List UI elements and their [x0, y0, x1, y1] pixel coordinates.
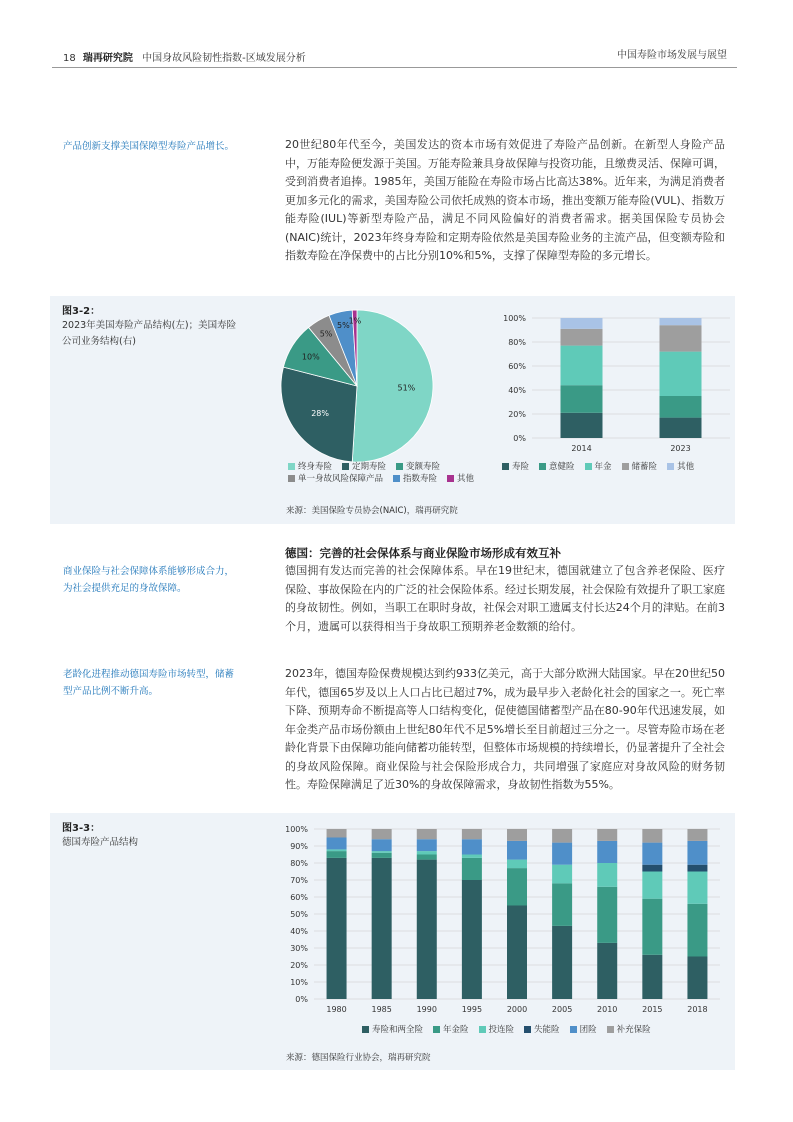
- bar-segment: [642, 872, 662, 899]
- legend-swatch: [622, 463, 629, 470]
- report-title: 中国身故风险韧性指数-区域发展分析: [142, 53, 306, 64]
- brand-name: 瑞再研究院: [82, 53, 133, 64]
- legend-item: [288, 472, 383, 484]
- bar-segment: [660, 418, 702, 438]
- y-tick-label: 40%: [290, 927, 308, 936]
- bar-segment: [597, 887, 617, 943]
- bar-segment: [507, 868, 527, 905]
- y-tick-label: 60%: [290, 893, 308, 902]
- legend-item: [288, 460, 332, 472]
- legend-item: [502, 460, 529, 472]
- legend-label: 变额寿险: [406, 462, 441, 472]
- bar-segment: [642, 843, 662, 865]
- page-number: 18: [63, 53, 76, 64]
- y-tick-label: 30%: [290, 944, 308, 953]
- x-tick-label: 2014: [571, 444, 592, 453]
- legend-item: [396, 460, 440, 472]
- legend-swatch: [393, 475, 400, 482]
- section-title: 中国寿险市场发展与展望: [617, 50, 727, 61]
- y-tick-label: 10%: [290, 978, 308, 987]
- legend-item: [585, 460, 612, 472]
- bar-segment: [642, 899, 662, 955]
- x-tick-label: 1980: [326, 1005, 347, 1014]
- us-pie-chart: [275, 300, 475, 468]
- legend-swatch: [607, 1026, 614, 1033]
- legend-label: 其他: [677, 462, 695, 472]
- germany-product-structure-chart: [278, 819, 728, 1019]
- bar-segment: [372, 858, 392, 999]
- legend-swatch: [479, 1026, 486, 1033]
- bar-segment: [687, 829, 707, 841]
- paragraph-us-market: 20世纪80年代至今，美国发达的资本市场有效促进了寿险产品创新。在新型人身险产品中，万能寿险便发源于美国。万能寿险兼具身故保障与投资功能，且缴费灵活、保障可调，受到消费者追捧。1985年，美国万能险在寿险市场占比高达38%。近年来，为满足消费者更加多元化的需求，美国寿险公司依托成熟的资本市场，推出变额万能寿险(VUL)、指数万能寿险(IUL)等新型寿险产品，满足不同风险偏好的消费者需求。据美国保险专员协会(NAIC)统计，2023年终身寿险和定期寿险依然是美国寿险业务的主流产品，但变额寿险和指数寿险在净保费中的占比分别10%和5%，支撑了保障型寿险的多元增长。: [285, 138, 725, 262]
- bar-segment: [561, 385, 603, 413]
- side-note-us-products: 产品创新支撑美国保障型寿险产品增长。: [63, 141, 235, 152]
- bar-segment: [327, 849, 347, 851]
- figure-label: 图3-3：: [62, 823, 101, 834]
- bar-segment: [597, 829, 617, 841]
- pie-data-label: 5%: [319, 329, 333, 339]
- bar-segment: [660, 352, 702, 396]
- legend-item: [342, 460, 386, 472]
- x-tick-label: 1990: [416, 1005, 437, 1014]
- bar-segment: [462, 839, 482, 854]
- bar-segment: [642, 829, 662, 843]
- legend-label: 终身寿险: [298, 462, 333, 472]
- bar-segment: [687, 841, 707, 865]
- bar-segment: [561, 413, 603, 438]
- bar-segment: [660, 318, 702, 325]
- y-tick-label: 20%: [290, 961, 308, 970]
- pie-data-label: 51%: [397, 383, 416, 393]
- y-tick-label: 80%: [508, 338, 526, 347]
- bar-segment: [687, 865, 707, 872]
- figure-description: 德国寿险产品结构: [62, 837, 139, 848]
- bar-segment: [462, 855, 482, 858]
- bar-segment: [417, 829, 437, 839]
- legend-label: 补充保险: [616, 1025, 651, 1035]
- legend-label: 定期寿险: [352, 462, 387, 472]
- x-tick-label: 2005: [551, 1005, 573, 1014]
- side-note-social-security: 商业保险与社会保障体系能够形成合力，为社会提供充足的身故保障。: [63, 566, 235, 594]
- y-tick-label: 90%: [290, 842, 308, 851]
- paragraph-germany-market: 2023年，德国寿险保费规模达到约933亿美元，高于大部分欧洲大陆国家。早在20世纪50年代，德国65岁及以上人口占比已超过7%，成为最早步入老龄化社会的国家之一。死亡率下降、预期寿命不断提高等人口结构变化，促使德国储蓄型产品在80-90年代迅速发展，如年金类产品市场份额由上世纪80年代不足5%增长至目前超过三分之一。尽管寿险市场在老龄化背景下由保障功能向储蓄功能转型，但整体市场规模的持续增长，仍显著提升了全社会的身故风险保障。商业保险与社会保险形成合力，共同增强了家庭应对身故风险的财务韧性。寿险保障满足了近30%的身故保障需求，身故韧性指数为55%。: [285, 667, 725, 791]
- bar-segment: [417, 860, 437, 999]
- figure-source: 来源：德国保险行业协会，瑞再研究院: [286, 1053, 431, 1063]
- bar-segment: [327, 829, 347, 838]
- y-tick-label: 60%: [508, 362, 526, 371]
- bar-segment: [507, 860, 527, 869]
- x-tick-label: 2023: [670, 444, 691, 453]
- page-header-left: [63, 49, 306, 64]
- pie-legend: [288, 460, 508, 484]
- bar-segment: [687, 872, 707, 904]
- legend-label: 意健险: [549, 462, 575, 472]
- legend-label: 年金: [594, 462, 612, 472]
- legend-label: 寿险和两全险: [372, 1025, 424, 1035]
- legend-label: 团险: [579, 1025, 597, 1035]
- legend-label: 失能险: [534, 1025, 560, 1035]
- figure-3-3-panel: [50, 813, 735, 1070]
- y-tick-label: 0%: [513, 434, 526, 443]
- legend-item: [362, 1023, 423, 1035]
- legend-item: [433, 1023, 469, 1035]
- pie-data-label: 10%: [301, 352, 320, 362]
- x-tick-label: 2000: [506, 1005, 528, 1014]
- legend-swatch: [502, 463, 509, 470]
- x-tick-label: 1995: [461, 1005, 483, 1014]
- legend-item: [524, 1023, 560, 1035]
- y-tick-label: 20%: [508, 410, 526, 419]
- y-tick-label: 70%: [290, 876, 308, 885]
- bar-segment: [372, 851, 392, 853]
- legend-label: 指数寿险: [403, 474, 438, 484]
- pie-slice: [352, 310, 433, 462]
- figure-label: 图3-2：: [62, 306, 101, 317]
- bar1-legend: [502, 460, 732, 472]
- section-heading-germany: 德国：完善的社会保体系与商业保险市场形成有效互补: [285, 546, 561, 560]
- legend-label: 年金险: [443, 1025, 469, 1035]
- legend-swatch: [433, 1026, 440, 1033]
- figure-description: 2023年美国寿险产品结构(左)；美国寿险公司业务结构(右): [62, 320, 237, 347]
- y-tick-label: 80%: [290, 859, 308, 868]
- bar-segment: [372, 853, 392, 858]
- legend-swatch: [539, 463, 546, 470]
- bar-segment: [372, 839, 392, 851]
- bar-segment: [687, 957, 707, 1000]
- pie-data-label: 28%: [311, 408, 329, 418]
- legend-label: 其他: [457, 474, 475, 484]
- bar-segment: [507, 829, 527, 841]
- y-tick-label: 100%: [503, 314, 526, 323]
- bar-segment: [417, 839, 437, 851]
- legend-item: [667, 460, 694, 472]
- bar-segment: [597, 841, 617, 863]
- y-tick-label: 50%: [290, 910, 308, 919]
- bar-segment: [507, 906, 527, 1000]
- bar-segment: [552, 865, 572, 884]
- x-tick-label: 2010: [597, 1005, 618, 1014]
- side-note-aging: 老龄化进程推动德国寿险市场转型，储蓄型产品比例不断升高。: [63, 669, 235, 697]
- figure-source: 来源：美国保险专员协会(NAIC)，瑞再研究院: [286, 506, 458, 516]
- bar-segment: [561, 318, 603, 329]
- legend-swatch: [288, 475, 295, 482]
- bar-segment: [462, 880, 482, 999]
- x-tick-label: 1985: [371, 1005, 392, 1014]
- legend-swatch: [362, 1026, 369, 1033]
- legend-swatch: [570, 1026, 577, 1033]
- legend-item: [539, 460, 575, 472]
- legend-swatch: [524, 1026, 531, 1033]
- x-tick-label: 2015: [642, 1005, 663, 1014]
- bar-segment: [660, 325, 702, 351]
- bar-segment: [561, 329, 603, 346]
- bar-segment: [642, 865, 662, 872]
- legend-label: 单一身故风险保障产品: [298, 474, 384, 484]
- bar-segment: [687, 904, 707, 957]
- bar-segment: [417, 851, 437, 854]
- legend-item: [393, 472, 437, 484]
- legend-item: [607, 1023, 651, 1035]
- legend-label: 寿险: [512, 462, 530, 472]
- bar-segment: [462, 858, 482, 880]
- bar-segment: [327, 858, 347, 999]
- bar-segment: [507, 841, 527, 860]
- figure-3-2-panel: [50, 296, 735, 524]
- bar-segment: [372, 829, 392, 839]
- legend-swatch: [667, 463, 674, 470]
- bar-segment: [552, 926, 572, 999]
- legend-item: [479, 1023, 515, 1035]
- legend-label: 储蓄险: [631, 462, 658, 472]
- legend-swatch: [288, 463, 295, 470]
- legend-swatch: [585, 463, 592, 470]
- legend-swatch: [342, 463, 349, 470]
- bar-segment: [552, 883, 572, 926]
- bar-segment: [327, 851, 347, 858]
- legend-item: [570, 1023, 597, 1035]
- legend-swatch: [447, 475, 454, 482]
- legend-label: 投连险: [488, 1025, 515, 1035]
- bar-segment: [561, 346, 603, 386]
- pie-data-label: 1%: [348, 316, 362, 326]
- y-tick-label: 40%: [508, 386, 526, 395]
- y-tick-label: 0%: [295, 995, 308, 1004]
- header-divider: [52, 67, 737, 68]
- bar-segment: [660, 396, 702, 418]
- bar-segment: [417, 855, 437, 860]
- paragraph-germany-social: 德国拥有发达而完善的社会保障体系。早在19世纪末，德国就建立了包含养老保险、医疗保险、事故保险在内的广泛的社会保险体系。经过长期发展，社会保险有效提升了职工家庭的身故韧性。例如，当职工在职时身故，社保会对职工遗属支付长达24个月的津贴。在前3个月，遗属可以获得相当于身故职工预期养老金数额的给付。: [285, 564, 725, 633]
- bar-segment: [642, 955, 662, 999]
- bar-segment: [552, 829, 572, 843]
- x-tick-label: 2018: [687, 1005, 708, 1014]
- bar-segment: [597, 863, 617, 887]
- y-tick-label: 100%: [285, 825, 308, 834]
- legend-item: [622, 460, 658, 472]
- bar-segment: [462, 829, 482, 839]
- bar-segment: [327, 838, 347, 850]
- bar-segment: [552, 843, 572, 865]
- pie-data-label: 5%: [337, 321, 350, 331]
- legend-item: [447, 472, 474, 484]
- legend-swatch: [396, 463, 403, 470]
- bar-segment: [597, 943, 617, 999]
- bar2-legend: [362, 1023, 722, 1035]
